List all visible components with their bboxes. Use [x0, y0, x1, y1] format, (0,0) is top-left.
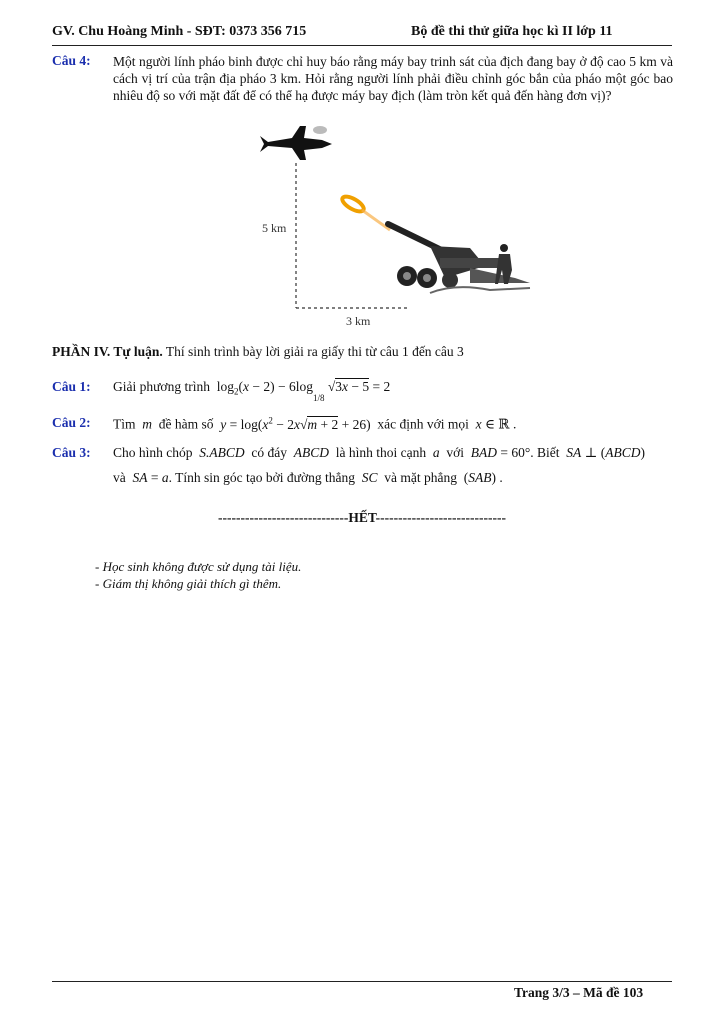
artillery-figure [240, 118, 540, 333]
essay-q2-tail: xác định với mọi [377, 416, 469, 432]
essay-q3-t4: với [446, 445, 464, 460]
jet-icon [260, 126, 332, 160]
q4-text: Một người lính pháo binh được chỉ huy báo rằng máy bay trinh sát của địch đang bay ở độ cao 5 km và cách vị trí của trận địa pháo 3 km. Hỏi rằng người lính phải điều chỉnh góc bắn của pháo một góc bao nhiêu độ so với mặt đất để có thể hạ được máy bay địch (làm tròn kết quả đến hàng đơn vị)? [113, 54, 673, 103]
essay-q3-text: Cho hình chóp [113, 445, 193, 460]
essay-q3-line2b: . Tính sin góc tạo bởi đường thẳng [168, 470, 355, 485]
essay-q3-line2a: và [113, 470, 126, 485]
height-label: 5 km [262, 221, 287, 235]
essay-q3-t3: là hình thoi cạnh [335, 445, 427, 460]
var-m: m [138, 416, 156, 432]
essay-q3-label: Câu 3: [52, 445, 91, 460]
q4-label: Câu 4: [52, 53, 91, 68]
base-name: ABCD [290, 445, 333, 460]
angle-expr: BAD = 60° [470, 445, 531, 460]
header-divider [52, 45, 672, 46]
line-sc: SC [358, 470, 381, 485]
note-1: - Học sinh không được sử dụng tài liệu. [95, 559, 302, 574]
essay-q3-t5: . Biết [530, 445, 560, 460]
essay-q2-after: đề hàm số [158, 416, 214, 432]
part4-heading [52, 344, 464, 360]
part4-title: PHẦN IV. Tự luận. [52, 344, 163, 359]
equation-q1: $\log_2(x - 2) - 6\log_{1/8}$ √3x − 5 = 2 [213, 379, 391, 403]
domain-expr: x ∈ ℝ . [475, 416, 517, 432]
essay-q1 [113, 379, 391, 403]
pyramid-name: S.ABCD [195, 445, 248, 460]
footer-page: Trang 3/3 – Mã đề 103 [514, 985, 644, 1000]
essay-q2-text: Tìm [113, 416, 136, 432]
equation-q2: $y = \log(x^2 - 2x√m + 2 + 26)$ [220, 415, 375, 432]
essay-q2 [113, 415, 516, 433]
distance-label: 3 km [346, 314, 371, 328]
essay-q3-line2 [113, 470, 503, 486]
header-title: Bộ đề thi thử giữa học kì II lớp 11 [411, 24, 613, 39]
essay-q1-text: Giải phương trình [113, 379, 210, 394]
sa-eq: SA = a [132, 470, 169, 485]
end-mark: -----------------------------HẾT----------------------------- [217, 510, 506, 525]
plane-sab: (SAB) . [460, 470, 503, 485]
shell-icon [340, 194, 390, 230]
perp-expr: SA ⊥ (ABCD) [566, 445, 645, 460]
note-2: - Giám thị không giải thích gì thêm. [95, 576, 282, 591]
side-a: a [429, 445, 443, 460]
header-author: GV. Chu Hoàng Minh - SĐT: 0373 356 715 [52, 24, 307, 39]
part4-instruction: Thí sinh trình bày lời giải ra giấy thi từ câu 1 đến câu 3 [165, 344, 464, 359]
essay-q3-line2c: và mặt phẳng [384, 470, 457, 485]
essay-q1-label: Câu 1: [52, 379, 91, 394]
essay-q2-label: Câu 2: [52, 415, 91, 430]
essay-q3-line1 [113, 445, 645, 461]
footer-divider [52, 981, 672, 982]
essay-q3-t2: có đáy [251, 445, 287, 460]
